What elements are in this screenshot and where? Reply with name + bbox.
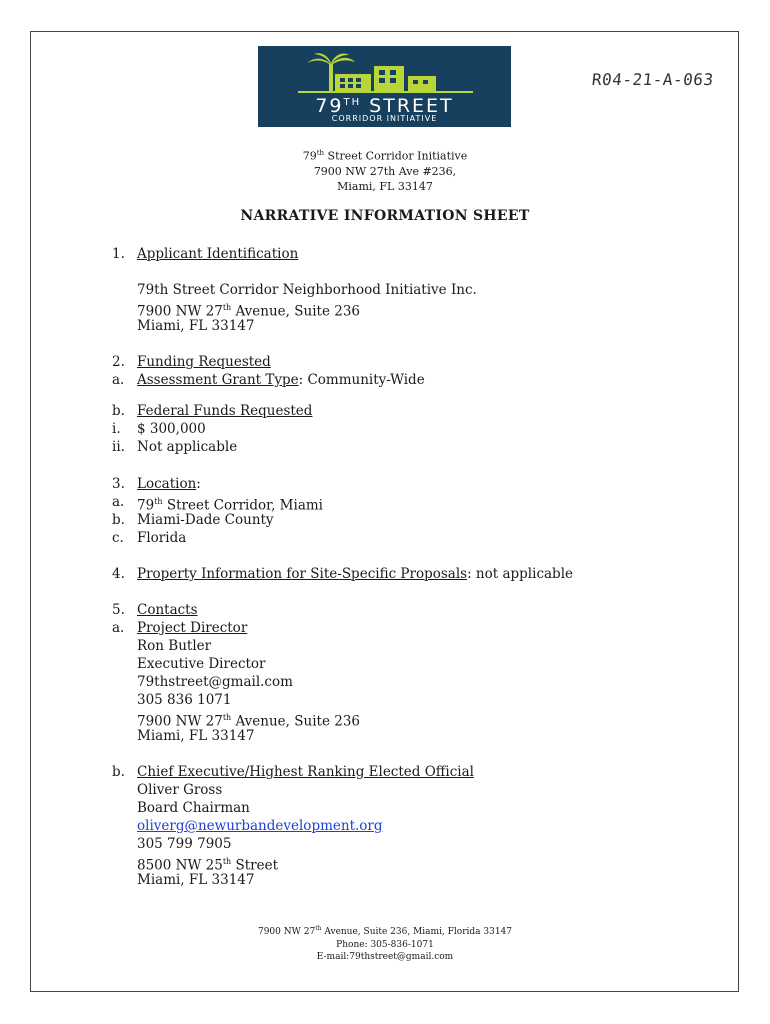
letterhead-org: 79th Street Corridor Initiative <box>302 149 468 163</box>
page-footer <box>0 923 770 964</box>
s3-number: 3. <box>112 476 125 492</box>
s2b-heading: Federal Funds Requested <box>137 403 313 419</box>
s3b-value: Miami-Dade County <box>137 512 274 528</box>
s5a-name: Ron Butler <box>137 638 212 654</box>
org-logo <box>258 46 511 127</box>
s5a-email: 79thstreet@gmail.com <box>137 674 293 690</box>
s5-number: 5. <box>112 602 125 618</box>
footer-email: E-mail:79thstreet@gmail.com <box>316 952 454 962</box>
s2bi-label: i. <box>112 421 121 437</box>
s5a-city: Miami, FL 33147 <box>137 728 255 744</box>
footer-address: 7900 NW 27th Avenue, Suite 236, Miami, Florida 33147 <box>257 925 513 937</box>
s5a-title: Executive Director <box>137 656 266 672</box>
s5b-title: Board Chairman <box>137 800 250 816</box>
s1-applicant-address: 7900 NW 27th Avenue, Suite 236 <box>137 303 360 320</box>
s5a-address: 7900 NW 27th Avenue, Suite 236 <box>137 713 360 730</box>
s5b-phone: 305 799 7905 <box>137 836 232 852</box>
s5b-city: Miami, FL 33147 <box>137 872 255 888</box>
s5a-phone: 305 836 1071 <box>137 692 232 708</box>
letterhead <box>230 146 540 194</box>
s3c-label: c. <box>112 530 124 546</box>
s5a-label: a. <box>112 620 125 636</box>
handwritten-code: R04-21-A-063 <box>591 70 715 89</box>
s5a-heading: Project Director <box>137 620 248 636</box>
s3b-label: b. <box>112 512 125 528</box>
s5b-email-link[interactable]: oliverg@newurbandevelopment.org <box>137 818 383 834</box>
s5-heading: Contacts <box>137 602 198 618</box>
s5b-address: 8500 NW 25th Street <box>137 857 279 874</box>
document-title: NARRATIVE INFORMATION SHEET <box>240 208 530 224</box>
footer-phone: Phone: 305-836-1071 <box>336 939 434 950</box>
s3a-value: 79th Street Corridor, Miami <box>137 497 323 514</box>
s3a-label: a. <box>112 494 125 510</box>
s2a-line: Assessment Grant Type: Community-Wide <box>137 372 425 388</box>
s5b-email-line <box>137 817 383 835</box>
s1-number: 1. <box>112 246 125 262</box>
s3c-value: Florida <box>137 530 187 546</box>
s1-applicant-city: Miami, FL 33147 <box>137 318 255 334</box>
s5b-label: b. <box>112 764 125 780</box>
s5b-heading: Chief Executive/Highest Ranking Elected Official <box>137 764 474 780</box>
s2a-label: a. <box>112 372 125 388</box>
s2b-label: b. <box>112 403 125 419</box>
s2bii-label: ii. <box>112 439 125 455</box>
s2bii-value: Not applicable <box>137 439 238 455</box>
s5b-name: Oliver Gross <box>137 782 223 798</box>
s2bi-value: $ 300,000 <box>137 421 206 437</box>
s2-heading: Funding Requested <box>137 354 271 370</box>
s1-applicant-name: 79th Street Corridor Neighborhood Initiative Inc. <box>137 282 477 298</box>
s4-line: Property Information for Site-Specific Proposals: not applicable <box>137 566 573 582</box>
logo-subtitle: CORRIDOR INITIATIVE <box>331 114 438 123</box>
s4-number: 4. <box>112 566 125 582</box>
letterhead-address: 7900 NW 27th Ave #236, <box>313 164 457 178</box>
logo-title: 79TH STREET <box>315 95 454 117</box>
s3-heading: Location: <box>137 476 201 492</box>
letterhead-city: Miami, FL 33147 <box>337 179 433 193</box>
s2-number: 2. <box>112 354 125 370</box>
s1-heading: Applicant Identification <box>137 246 299 262</box>
